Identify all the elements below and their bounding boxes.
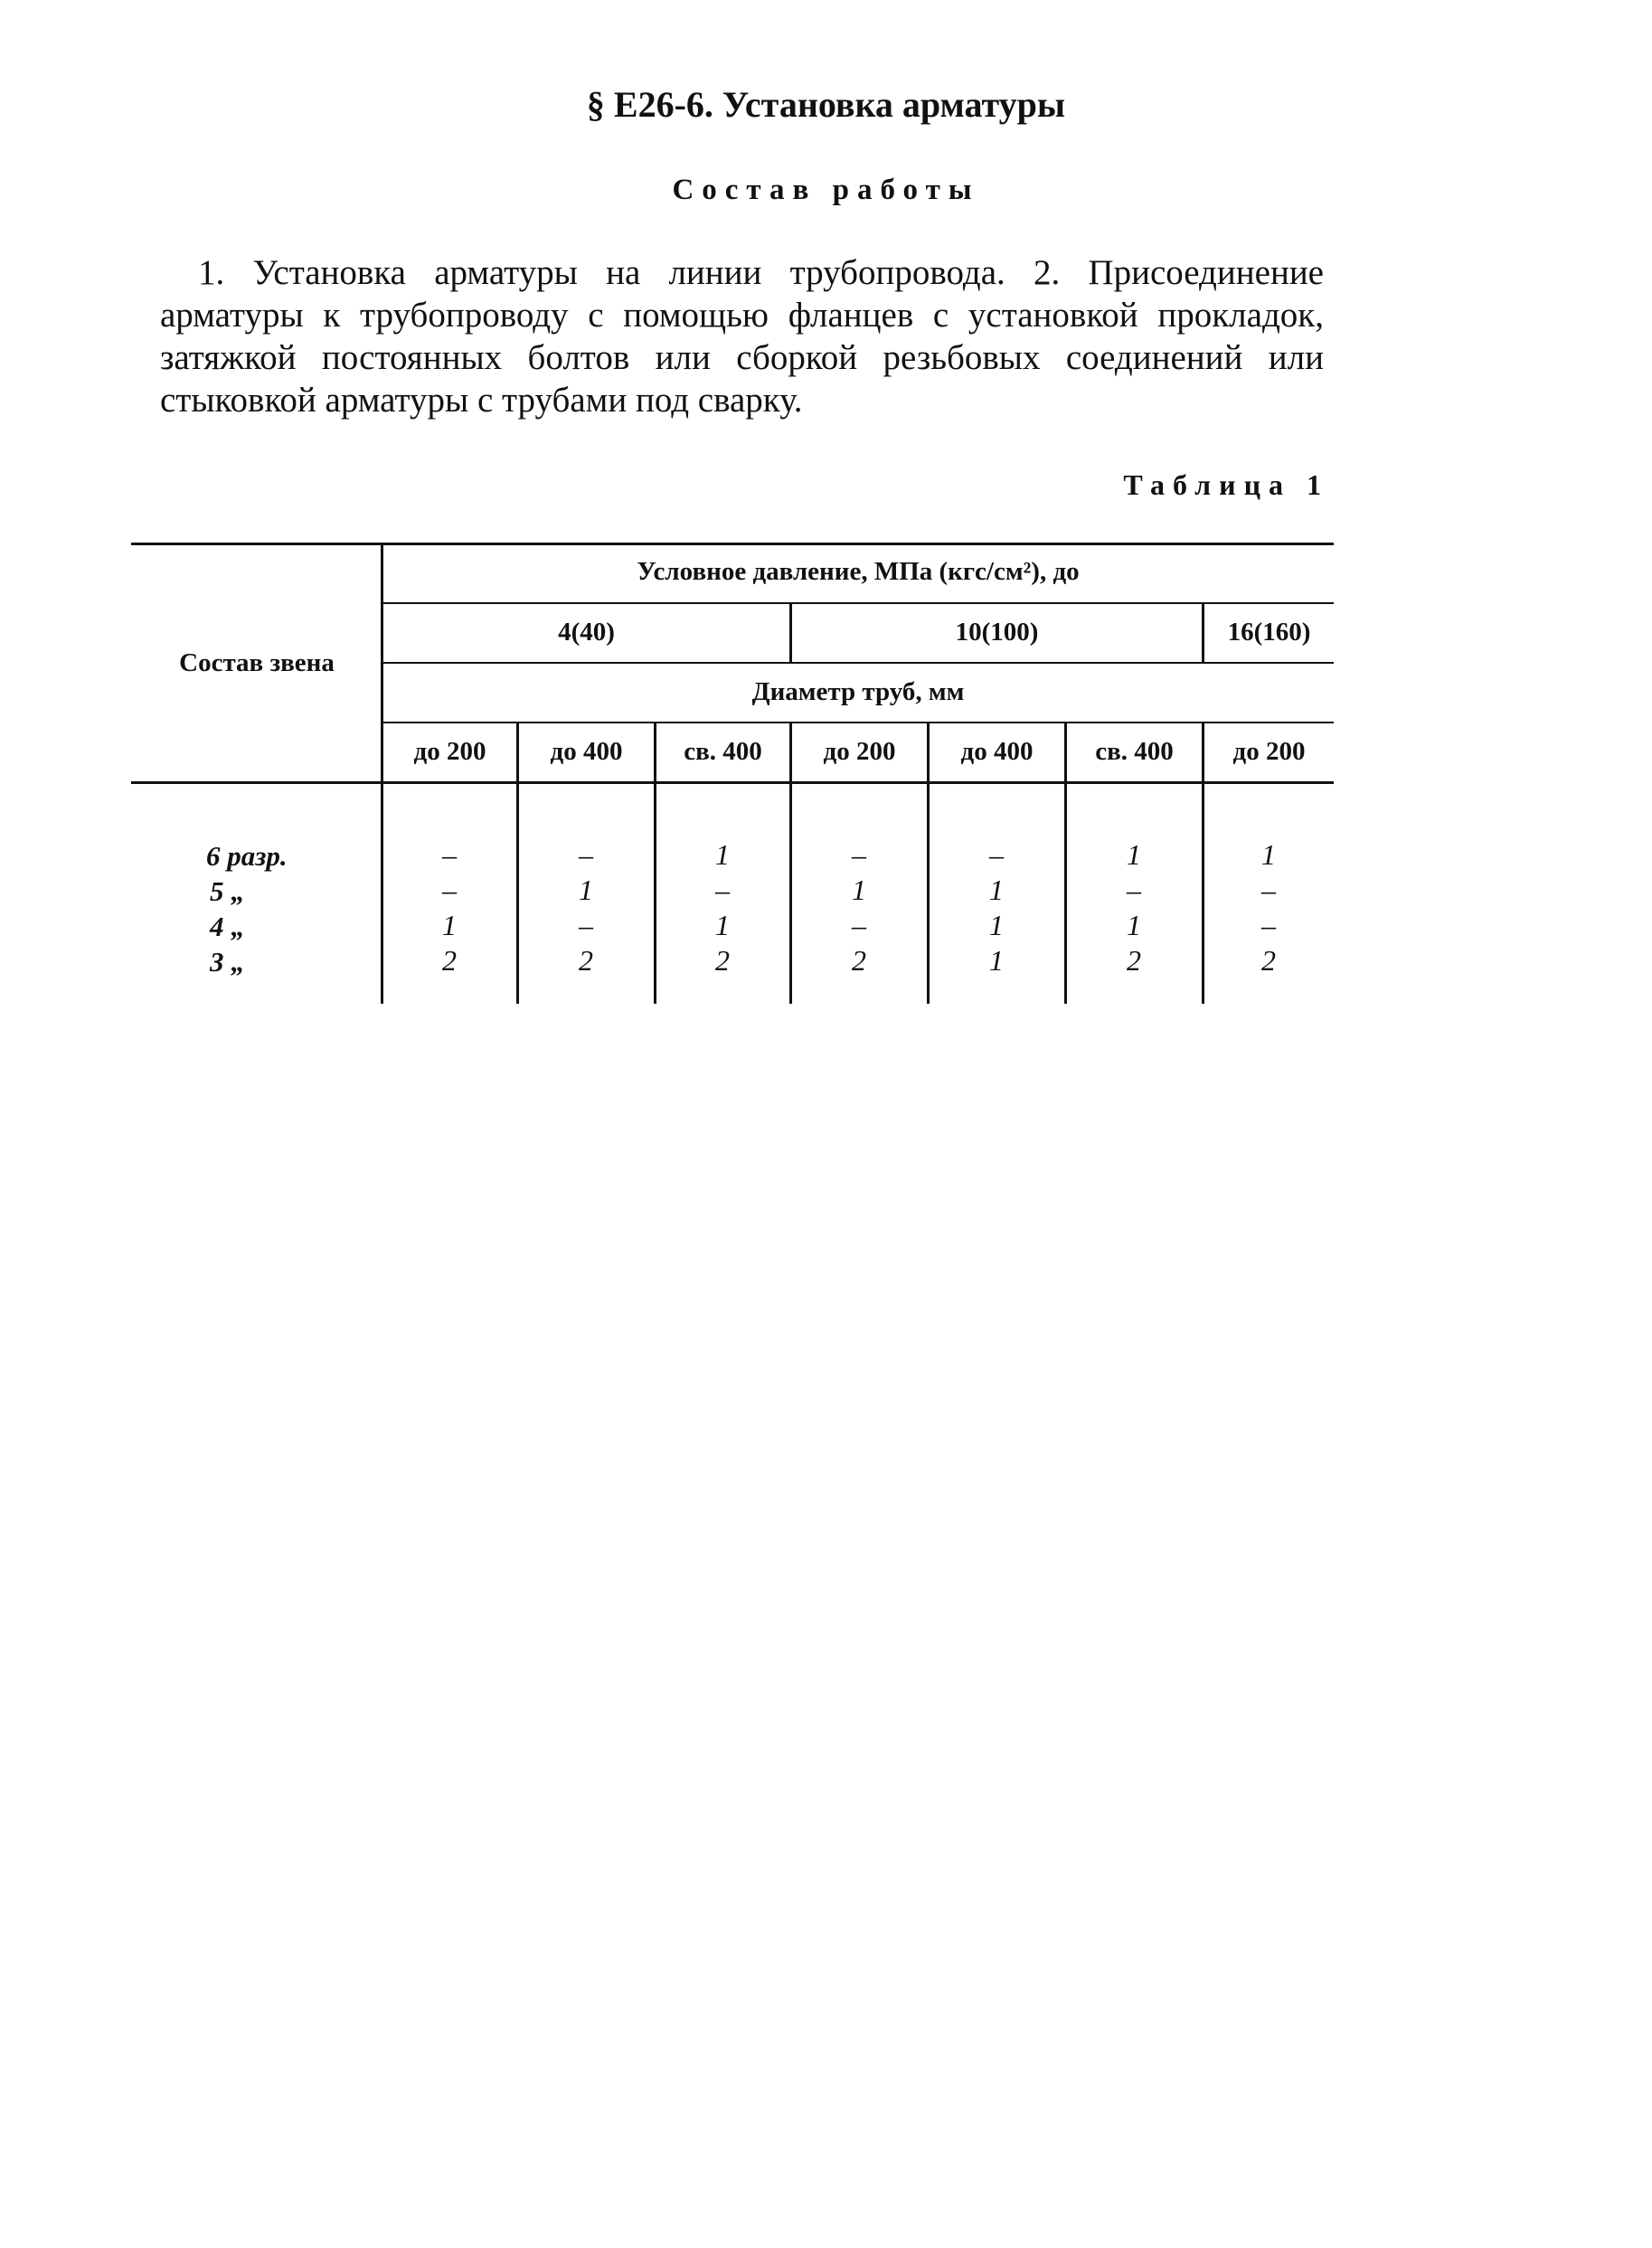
- diameter-header-rule: [382, 722, 1334, 723]
- work-composition-text: 1. Установка арматуры на линии трубопровода. 2. Присоединение арматуры к трубопроводу с помощью фланцев с установкой прокладок, затяжкой постоянных болтов или сборкой резьбовых соединений или стыковкой арматуры с трубами под сварку.: [160, 253, 1324, 420]
- row-label-grade-6: 6 разр.: [206, 840, 288, 872]
- table-cell: –: [442, 838, 457, 871]
- table-cell: 2: [715, 944, 730, 977]
- table-cell: 1: [989, 874, 1004, 906]
- table-cell: 1: [579, 874, 593, 906]
- table-cell: 1: [1127, 909, 1141, 941]
- table-cell: 2: [1127, 944, 1141, 977]
- table-cell: –: [852, 838, 866, 871]
- table-caption: Таблица 1: [1123, 468, 1329, 501]
- table-cell: –: [852, 909, 866, 941]
- stub-header: Состав звена: [179, 648, 335, 677]
- table-cell: –: [579, 909, 593, 941]
- table-cell: 1: [1261, 838, 1276, 871]
- table-cell: 2: [1261, 944, 1276, 977]
- pressure-group-4: 4(40): [558, 618, 615, 647]
- diameter-col-7: до 200: [1232, 737, 1306, 766]
- row-label-grade-5: 5 „: [210, 875, 245, 907]
- diameter-col-2: до 400: [550, 737, 623, 766]
- table-cell: 1: [852, 874, 866, 906]
- row-label-grade-3: 3 „: [210, 946, 245, 978]
- pressure-groups-rule: [382, 662, 1334, 664]
- pressure-group-16: 16(160): [1227, 618, 1311, 647]
- diameter-col-1: до 200: [413, 737, 486, 766]
- table-cell: –: [989, 838, 1004, 871]
- diameter-col-5: до 400: [960, 737, 1034, 766]
- table-cell: –: [1261, 874, 1276, 906]
- pressure-group-10: 10(100): [955, 618, 1039, 647]
- pressure-header-rule: [382, 602, 1334, 604]
- table-cell: –: [579, 838, 593, 871]
- table-top-rule: [131, 543, 1334, 545]
- table-cell: 2: [852, 944, 866, 977]
- table-cell: –: [1127, 874, 1141, 906]
- diameter-header: Диаметр труб, мм: [751, 677, 965, 706]
- diameter-col-6: св. 400: [1095, 737, 1174, 766]
- header-bottom-rule: [131, 781, 1334, 784]
- stub-column-rule: [381, 543, 383, 1004]
- table-cell: 1: [715, 838, 730, 871]
- section-title: § Е26-6. Установка арматуры: [586, 84, 1066, 125]
- table-cell: 2: [442, 944, 457, 977]
- table-cell: 2: [579, 944, 593, 977]
- diameter-col-4: до 200: [823, 737, 896, 766]
- crew-table: [0, 0, 1652, 1085]
- table-cell: –: [442, 874, 457, 906]
- pressure-header: Условное давление, МПа (кгс/см²), до: [637, 557, 1080, 586]
- table-cell: 1: [989, 944, 1004, 977]
- diameter-col-3: св. 400: [684, 737, 762, 766]
- table-cell: –: [715, 874, 730, 906]
- table-cell: –: [1261, 909, 1276, 941]
- row-label-grade-4: 4 „: [210, 911, 245, 942]
- table-cell: 1: [989, 909, 1004, 941]
- work-composition-heading: Состав работы: [672, 174, 980, 206]
- table-cell: 1: [715, 909, 730, 941]
- table-cell: 1: [442, 909, 457, 941]
- table-cell: 1: [1127, 838, 1141, 871]
